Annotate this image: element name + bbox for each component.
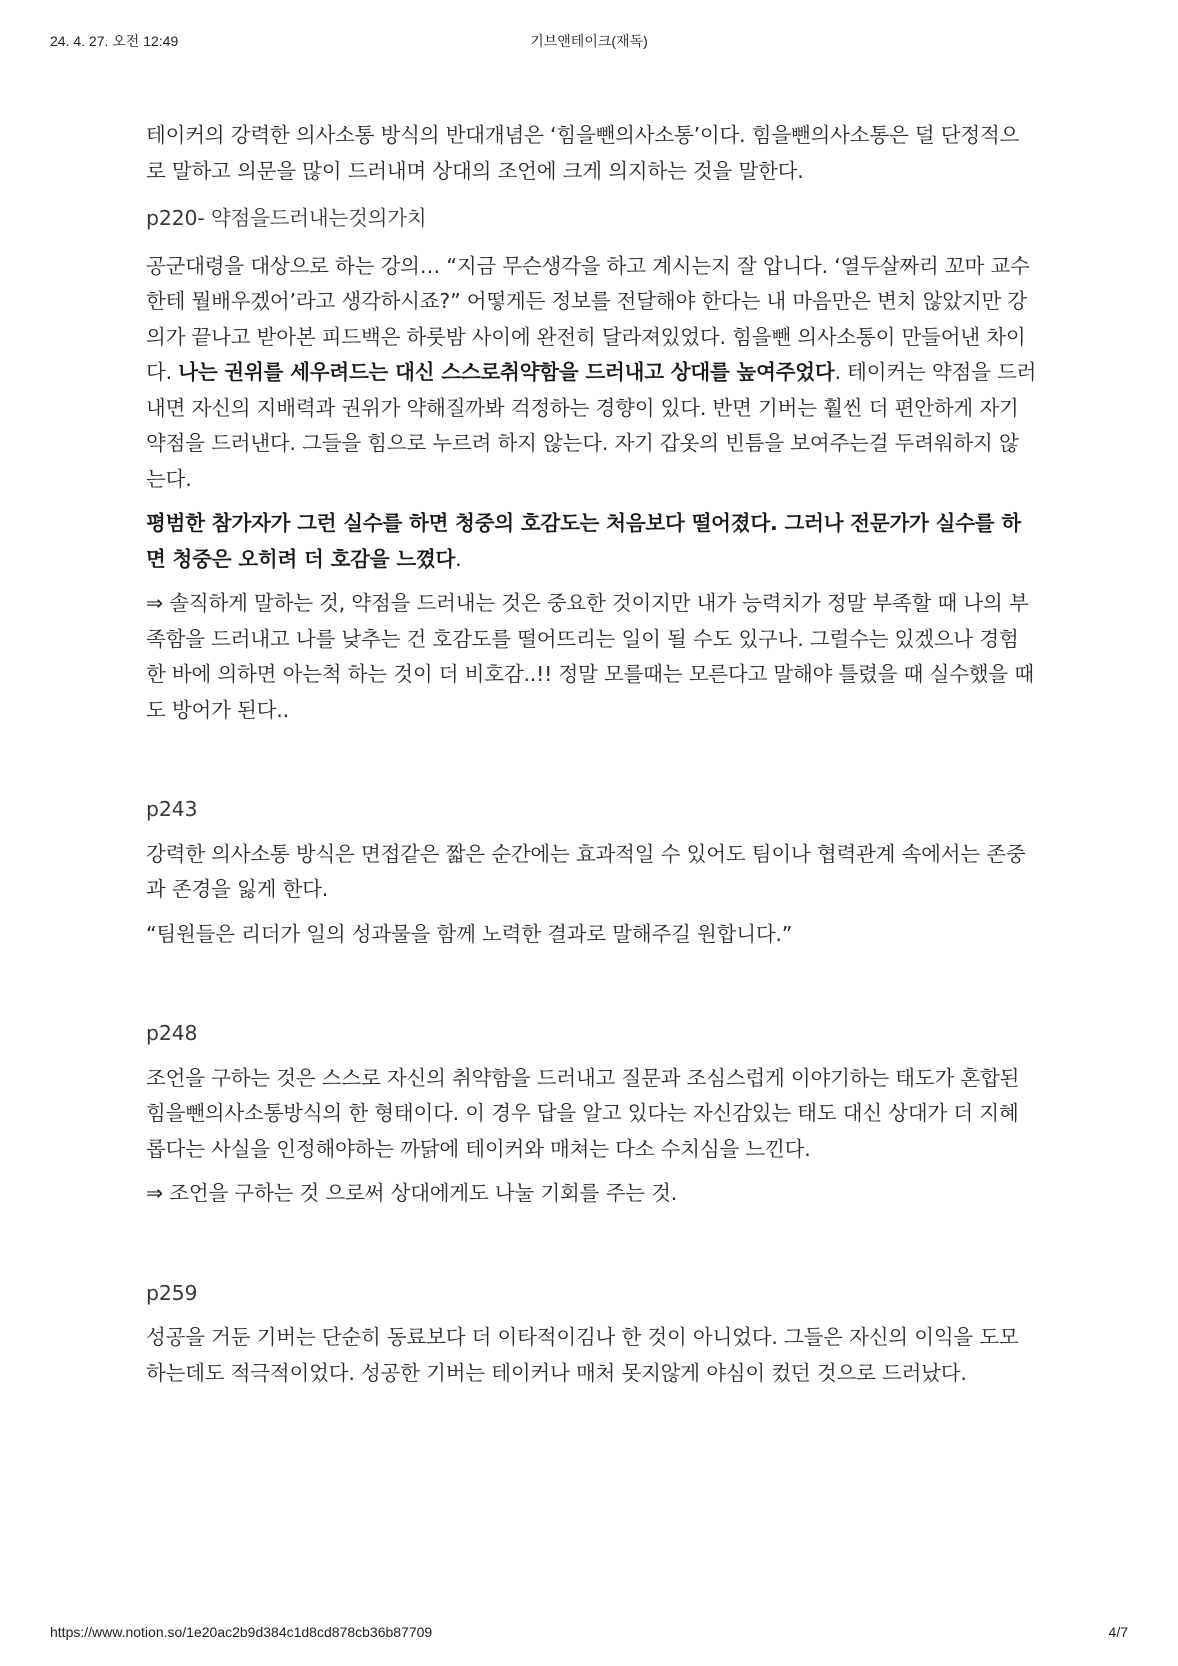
print-title: 기브앤테이크(재독) — [530, 33, 648, 49]
paragraph-asking-advice: 조언을 구하는 것은 스스로 자신의 취약함을 드러내고 질문과 조심스럽게 이야기하는 태도가 혼합된 힘을뺀의사소통방식의 한 형태이다. 이 경우 답을 알고 있다는 자신감있는 태도 대신 상대가 더 지혜롭다는 사실을 인정해야하는 까닭에 테이커와 매쳐는 다소 수치심을 느낀다. — [146, 1065, 1020, 1161]
bold-text-run: 나는 권위를 세우려드는 대신 스스로취약함을 드러내고 상대를 높여주었다 — [178, 360, 835, 384]
paragraph-successful-givers: 성공을 거둔 기버는 단순히 동료보다 더 이타적이김나 한 것이 아니었다. 그들은 자신의 이익을 도모하는데도 적극적이었다. 성공한 기버는 테이커나 매처 못지않게 야심이 컸던 것으로 드러났다. — [146, 1325, 1019, 1385]
text-run: . 테이커는 약점을 드러내면 자신의 지배력과 권위가 약해질까봐 걱정하는 경향이 있다. 반면 기버는 훨씬 더 편안하게 자기 약점을 드러낸다. 그들을 힘으로 누르려 하지 않는다. 자기 갑옷의 빈틈을 보여주는걸 두려워하지 않는다. — [146, 360, 1037, 491]
paragraph-reflection-1: ⇒ 솔직하게 말하는 것, 약점을 드러내는 것은 중요한 것이지만 내가 능력치가 정말 부족할 때 나의 부족함을 드러내고 나를 낮추는 건 호감도를 떨어뜨리는 일이 될 수도 있구나. 그럴수는 있겠으나 경험한 바에 의하면 아는척 하는 것이 더 비호감..!! 정말 모를때는 모른다고 말해야 틀렸을 때 실수했을 때도 방어가 된다.. — [146, 591, 1034, 722]
text-run: 공군대령을 대상으로 하는 강의… “지금 무슨생각을 하고 계시는지 잘 압니다. ‘열두살짜리 꼬마 교수한테 뭘배우겠어’라고 생각하시죠?” 어떻게든 정보를 전달해야 한다는 내 마음만은 변치 않았지만 강의가 끝나고 받아본 피드백은 하룻밤 사이에 완전히 달라져있었다. 힘을뺀 의사소통이 만들어낸 차이다. — [146, 253, 1030, 384]
page-number: 4/7 — [1108, 1624, 1128, 1640]
paragraph-air-force-lecture — [146, 249, 1038, 498]
text-run: . — [455, 546, 462, 571]
print-datetime: 24. 4. 27. 오전 12:49 — [50, 33, 179, 49]
section-heading-p248: p248 — [146, 1021, 198, 1045]
paragraph-reflection-2: ⇒ 조언을 구하는 것 으로써 상대에게도 나눌 기회를 주는 것. — [146, 1181, 678, 1205]
bold-text-run: 평범한 참가자가 그런 실수를 하면 청중의 호감도는 처음보다 떨어졌다. 그러나 전문가가 실수를 하면 청중은 오히려 더 호감을 느꼈다 — [146, 511, 1021, 571]
paragraph-strong-communication: 강력한 의사소통 방식은 면접같은 짧은 순간에는 효과적일 수 있어도 팀이나 협력관계 속에서는 존중과 존경을 잃게 한다. — [146, 841, 1026, 901]
paragraph-expert-mistake — [146, 506, 1038, 577]
paragraph-giver-communication: 테이커의 강력한 의사소통 방식의 반대개념은 ‘힘을뺀의사소통’이다. 힘을뺀의사소통은 덜 단정적으로 말하고 의문을 많이 드러내며 상대의 조언에 크게 의지하는 것을 말한다. — [146, 123, 1020, 183]
print-url: https://www.notion.so/1e20ac2b9d384c1d8cd878cb36b87709 — [50, 1624, 433, 1640]
section-heading-p259: p259 — [146, 1280, 198, 1305]
section-heading-p220: p220- 약점을드러내는것의가치 — [146, 206, 427, 230]
paragraph-quote: “팀원들은 리더가 일의 성과물을 함께 노력한 결과로 말해주길 원합니다.” — [146, 921, 793, 946]
section-heading-p243: p243 — [146, 797, 198, 821]
page-content — [146, 118, 1038, 1391]
